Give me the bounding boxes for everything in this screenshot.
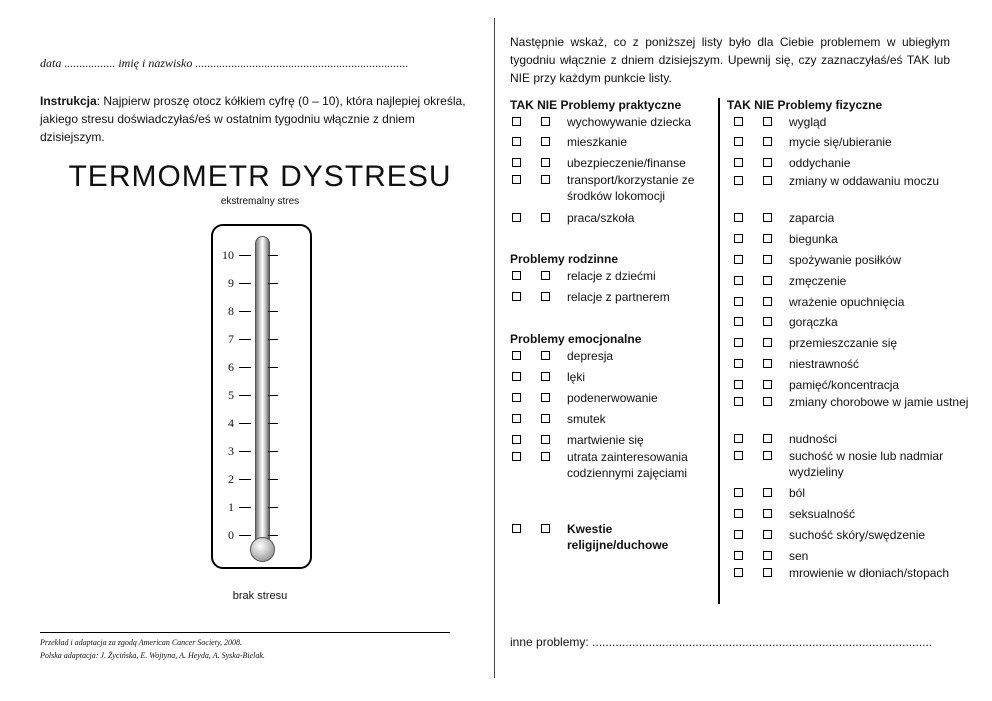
no-checkbox[interactable]: [541, 117, 550, 126]
checklist-item-label: seksualność: [789, 507, 856, 521]
no-checkbox[interactable]: [763, 117, 772, 126]
no-checkbox[interactable]: [763, 158, 772, 167]
scale-label[interactable]: 5: [228, 388, 234, 402]
no-checkbox[interactable]: [763, 176, 772, 185]
checklist-item-label: wygląd: [789, 115, 827, 129]
checklist-item-label: suchość skóry/swędzenie: [789, 528, 926, 542]
instruction: [40, 92, 480, 146]
yes-checkbox[interactable]: [734, 255, 743, 264]
no-checkbox[interactable]: [763, 317, 772, 326]
physical-item: [734, 485, 969, 501]
no-checkbox[interactable]: [763, 509, 772, 518]
scale-tick: [239, 339, 251, 340]
checklist-item-label: spożywanie posiłków: [789, 253, 902, 267]
scale-label[interactable]: 0: [228, 528, 234, 542]
checklist-item-label: relacje z dziećmi: [567, 269, 656, 283]
instruction-text: : Najpierw proszę otocz kółkiem cyfrę (0 – 10), która najlepiej określa, jakiego stresu doświadczyłaś/eś w ostatnim tygodniu włącznie z dniem dzisiejszym.: [40, 94, 466, 144]
scale-tick: [239, 283, 251, 284]
physical-item: [734, 294, 969, 310]
scale-tick: [239, 311, 251, 312]
yes-checkbox[interactable]: [734, 176, 743, 185]
no-checkbox[interactable]: [541, 393, 550, 402]
checklist-item-label: Kwestie religijne/duchowe: [567, 522, 669, 552]
no-checkbox[interactable]: [541, 137, 550, 146]
no-checkbox[interactable]: [763, 434, 772, 443]
physical-item: [734, 394, 969, 410]
no-checkbox[interactable]: [763, 451, 772, 460]
scale-tick: [239, 395, 251, 396]
yes-checkbox[interactable]: [512, 452, 521, 461]
scale-label[interactable]: 9: [228, 276, 234, 290]
scale-tick: [268, 255, 278, 256]
physical-item: [734, 335, 969, 351]
practical-item: [512, 155, 705, 171]
spiritual-item: [512, 521, 687, 553]
physical-item: [734, 173, 969, 189]
physical-item: [734, 431, 969, 447]
checklist-item-label: zaparcia: [789, 211, 835, 225]
scale-tick: [268, 451, 278, 452]
scale-label[interactable]: 7: [228, 332, 234, 346]
checklist-item-label: martwienie się: [567, 433, 644, 447]
physical-item: [734, 231, 969, 247]
physical-item: [734, 210, 969, 226]
yes-checkbox[interactable]: [734, 137, 743, 146]
yes-checkbox[interactable]: [734, 317, 743, 326]
footer-credit-2: Polska adaptacja: J. Życińska, E. Wojtyna, A. Heyda, A. Syska-Bielak.: [40, 651, 265, 660]
checklist-intro: Następnie wskaż, co z poniższej listy było dla Ciebie problemem w ubiegłym tygodniu włącznie z dniem dzisiejszym. Upewnij się, czy zaznaczyłaś/eś TAK lub NIE przy każdym punkcie listy.: [510, 35, 950, 85]
no-checkbox[interactable]: [541, 452, 550, 461]
checklist-item-label: ubezpieczenie/finanse: [567, 156, 686, 170]
yes-checkbox[interactable]: [512, 435, 521, 444]
other-problems-line[interactable]: inne problemy: ......................................................................................................: [510, 635, 933, 649]
physical-item: [734, 314, 969, 330]
family-item: [512, 289, 670, 305]
no-checkbox[interactable]: [541, 372, 550, 381]
physical-item: [734, 356, 969, 372]
physical-item: [734, 134, 969, 150]
thermometer-top-label: ekstremalny stres: [220, 196, 300, 207]
practical-item: [512, 134, 705, 150]
checklist-item-label: utrata zainteresowania codziennymi zajęciami: [567, 450, 688, 480]
no-checkbox[interactable]: [541, 414, 550, 423]
scale-tick: [239, 255, 251, 256]
physical-item: [734, 155, 969, 171]
physical-item: [734, 377, 969, 393]
yes-checkbox[interactable]: [512, 213, 521, 222]
yes-checkbox[interactable]: [512, 414, 521, 423]
yes-checkbox[interactable]: [734, 509, 743, 518]
checklist-item-label: mieszkanie: [567, 135, 628, 149]
no-checkbox[interactable]: [541, 175, 550, 184]
physical-item: [734, 548, 969, 564]
yes-checkbox[interactable]: [512, 393, 521, 402]
no-checkbox[interactable]: [763, 276, 772, 285]
yes-checkbox[interactable]: [734, 338, 743, 347]
yes-checkbox[interactable]: [734, 488, 743, 497]
no-checkbox[interactable]: [763, 397, 772, 406]
practical-header: TAK NIE Problemy praktyczne: [510, 98, 682, 112]
scale-tick: [239, 367, 251, 368]
checklist-item-label: sen: [789, 549, 809, 563]
physical-header: TAK NIE Problemy fizyczne: [727, 98, 883, 112]
emotional-item: [512, 369, 705, 385]
no-checkbox[interactable]: [763, 359, 772, 368]
checklist-item-label: pamięć/koncentracja: [789, 378, 900, 392]
checklist-item-label: gorączka: [789, 315, 838, 329]
emotional-item: [512, 411, 705, 427]
practical-item: [512, 172, 705, 204]
checklist-item-label: relacje z partnerem: [567, 290, 670, 304]
thermometer-bulb: [250, 537, 275, 562]
no-checkbox[interactable]: [763, 234, 772, 243]
yes-checkbox[interactable]: [734, 530, 743, 539]
no-checkbox[interactable]: [541, 524, 550, 533]
scale-label[interactable]: 1: [228, 500, 234, 514]
emotional-item: [512, 390, 705, 406]
yes-checkbox[interactable]: [512, 137, 521, 146]
yes-checkbox[interactable]: [734, 297, 743, 306]
scale-tick: [239, 507, 251, 508]
scale-tick: [239, 423, 251, 424]
scale-tick: [239, 535, 251, 536]
yes-checkbox[interactable]: [512, 117, 521, 126]
scale-label[interactable]: 6: [228, 360, 234, 374]
checklist-item-label: niestrawność: [789, 357, 860, 371]
scale-label[interactable]: 2: [228, 472, 234, 486]
scale-tick: [268, 367, 278, 368]
checklist-item-label: transport/korzystanie ze środków lokomocji: [567, 173, 695, 203]
no-checkbox[interactable]: [763, 530, 772, 539]
checklist-item-label: mrowienie w dłoniach/stopach: [789, 566, 950, 580]
yes-checkbox[interactable]: [734, 397, 743, 406]
physical-item: [734, 252, 969, 268]
scale-tick: [268, 423, 278, 424]
yes-checkbox[interactable]: [734, 158, 743, 167]
scale-tick: [268, 339, 278, 340]
physical-item: [734, 565, 969, 581]
no-checkbox[interactable]: [763, 213, 772, 222]
yes-checkbox[interactable]: [734, 117, 743, 126]
no-checkbox[interactable]: [541, 351, 550, 360]
checklist-item-label: smutek: [567, 412, 606, 426]
checklist-item-label: praca/szkoła: [567, 211, 635, 225]
checklist-item-label: depresja: [567, 349, 614, 363]
checklist-item-label: ból: [789, 486, 806, 500]
yes-checkbox[interactable]: [512, 351, 521, 360]
physical-item: [734, 506, 969, 522]
scale-tick: [239, 451, 251, 452]
footer-credit-1: Przekład i adaptacja za zgodą American Cancer Society, 2008.: [40, 638, 243, 647]
checklist-item-label: lęki: [567, 370, 586, 384]
no-checkbox[interactable]: [763, 137, 772, 146]
yes-checkbox[interactable]: [512, 158, 521, 167]
column-separator: [718, 98, 720, 604]
scale-label[interactable]: 8: [228, 304, 234, 318]
no-checkbox[interactable]: [763, 255, 772, 264]
yes-checkbox[interactable]: [512, 175, 521, 184]
scale-label[interactable]: 3: [228, 444, 234, 458]
yes-checkbox[interactable]: [734, 568, 743, 577]
yes-checkbox[interactable]: [734, 551, 743, 560]
thermometer-bottom-label: brak stresu: [232, 590, 288, 602]
emotional-item: [512, 449, 705, 481]
checklist-item-label: biegunka: [789, 232, 838, 246]
checklist-item-label: podenerwowanie: [567, 391, 658, 405]
no-checkbox[interactable]: [763, 338, 772, 347]
no-checkbox[interactable]: [541, 213, 550, 222]
yes-checkbox[interactable]: [734, 234, 743, 243]
yes-checkbox[interactable]: [734, 359, 743, 368]
practical-item: [512, 114, 705, 130]
no-checkbox[interactable]: [763, 488, 772, 497]
emotional-item: [512, 432, 705, 448]
no-checkbox[interactable]: [541, 158, 550, 167]
date-name-line[interactable]: data ................. imię i nazwisko .......................................................................: [40, 56, 409, 70]
no-checkbox[interactable]: [763, 297, 772, 306]
scale-tick: [268, 283, 278, 284]
yes-checkbox[interactable]: [734, 380, 743, 389]
checklist-item-label: oddychanie: [789, 156, 851, 170]
yes-checkbox[interactable]: [512, 292, 521, 301]
instruction-label: Instrukcja: [40, 94, 97, 108]
physical-item: [734, 114, 969, 130]
yes-checkbox[interactable]: [512, 524, 521, 533]
thermometer-title: TERMOMETR DYSTRESU: [68, 160, 452, 193]
scale-tick: [268, 507, 278, 508]
yes-checkbox[interactable]: [734, 434, 743, 443]
yes-checkbox[interactable]: [734, 213, 743, 222]
checklist-item-label: wychowywanie dziecka: [567, 115, 692, 129]
scale-tick: [268, 479, 278, 480]
physical-item: [734, 527, 969, 543]
scale-tick: [268, 311, 278, 312]
checklist-item-label: wrażenie opuchnięcia: [789, 295, 905, 309]
emotional-header: Problemy emocjonalne: [510, 332, 642, 346]
scale-label[interactable]: 4: [228, 416, 234, 430]
emotional-item: [512, 348, 705, 364]
family-header: Problemy rodzinne: [510, 252, 619, 266]
scale-tick: [268, 535, 278, 536]
checklist-item-label: suchość w nosie lub nadmiar wydzieliny: [789, 449, 944, 479]
no-checkbox[interactable]: [541, 271, 550, 280]
checklist-item-label: zmiany w oddawaniu moczu: [789, 174, 940, 188]
yes-checkbox[interactable]: [734, 276, 743, 285]
checklist-item-label: nudności: [789, 432, 838, 446]
checklist-item-label: zmiany chorobowe w jamie ustnej: [789, 395, 969, 409]
checklist-item-label: przemieszczanie się: [789, 336, 898, 350]
no-checkbox[interactable]: [763, 380, 772, 389]
checklist-item-label: mycie się/ubieranie: [789, 135, 892, 149]
no-checkbox[interactable]: [763, 568, 772, 577]
footer-rule: [40, 632, 450, 633]
scale-tick: [239, 479, 251, 480]
physical-item: [734, 273, 969, 289]
scale-label[interactable]: 10: [222, 248, 234, 262]
no-checkbox[interactable]: [541, 435, 550, 444]
scale-tick: [268, 395, 278, 396]
physical-item: [734, 448, 969, 480]
page-divider: [494, 18, 495, 678]
checklist-item-label: zmęczenie: [789, 274, 847, 288]
no-checkbox[interactable]: [763, 551, 772, 560]
no-checkbox[interactable]: [541, 292, 550, 301]
yes-checkbox[interactable]: [512, 372, 521, 381]
family-item: [512, 268, 656, 284]
yes-checkbox[interactable]: [734, 451, 743, 460]
practical-item: [512, 210, 705, 226]
yes-checkbox[interactable]: [512, 271, 521, 280]
